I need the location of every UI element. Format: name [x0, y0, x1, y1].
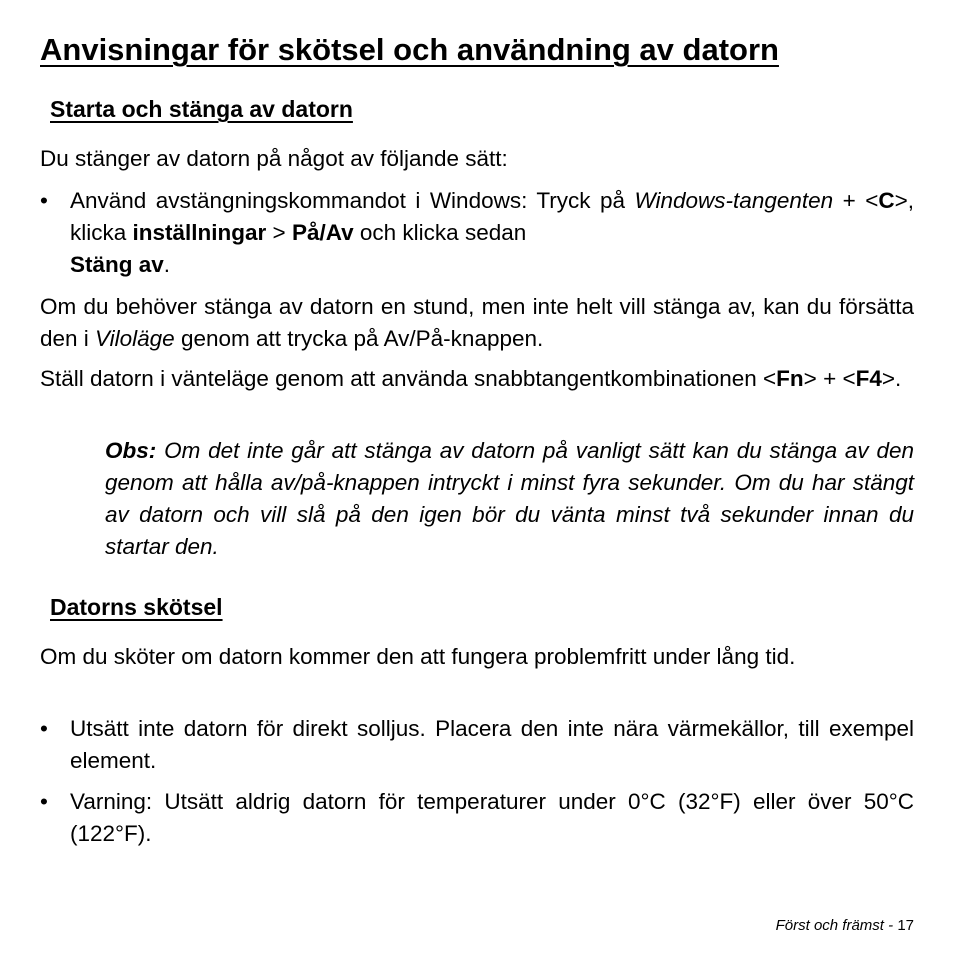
- section1-intro: Du stänger av datorn på något av följande sätt:: [40, 146, 508, 171]
- note-label: Obs:: [105, 438, 157, 463]
- page-footer: [776, 916, 914, 936]
- list-item-temperature-warning: [40, 786, 914, 850]
- bullet-marker: •: [40, 716, 48, 741]
- sleep-mode-paragraph: Om du behöver stänga av datorn en stund, men inte helt vill stänga av, kan du försätta den i Viloläge genom att trycka på Av/På-knappen.: [40, 294, 914, 351]
- list-item-sunlight: [40, 713, 914, 777]
- page-title: Anvisningar för skötsel och användning av datorn: [40, 32, 779, 67]
- bullet-marker: •: [40, 188, 48, 213]
- list-item-text: Använd avstängningskommandot i Windows: Tryck på Windows-tangenten + <C>, klicka inställningar > På/Av och klicka sedan Stäng av.: [70, 188, 914, 277]
- bullet-marker: •: [40, 789, 48, 814]
- list-item-text: Varning: Utsätt aldrig datorn för temperaturer under 0°C (32°F) eller över 50°C (122°F).: [70, 789, 914, 846]
- note-block: Obs: Om det inte går att stänga av datorn på vanligt sätt kan du stänga av den genom att hålla av/på-knappen intryckt i minst fyra sekunder. Om du har stängt av datorn och vill slå på den igen bör du vänta minst två sekunder innan du startar den.: [105, 438, 914, 559]
- document-page: [40, 0, 914, 954]
- section2-intro: Om du sköter om datorn kommer den att fungera problemfritt under lång tid.: [40, 644, 796, 669]
- section-heading-start-stop: Starta och stänga av datorn: [50, 96, 353, 122]
- section-heading-care: Datorns skötsel: [50, 594, 223, 620]
- standby-shortcut-paragraph: Ställ datorn i vänteläge genom att använda snabbtangentkombinationen <Fn> + <F4>.: [40, 366, 902, 391]
- footer-title: Först och främst -: [775, 917, 894, 934]
- page-number: 17: [897, 917, 914, 934]
- list-item-shutdown-command: [40, 185, 914, 281]
- list-item-text: Utsätt inte datorn för direkt solljus. Placera den inte nära värmekällor, till exempel element.: [70, 716, 914, 773]
